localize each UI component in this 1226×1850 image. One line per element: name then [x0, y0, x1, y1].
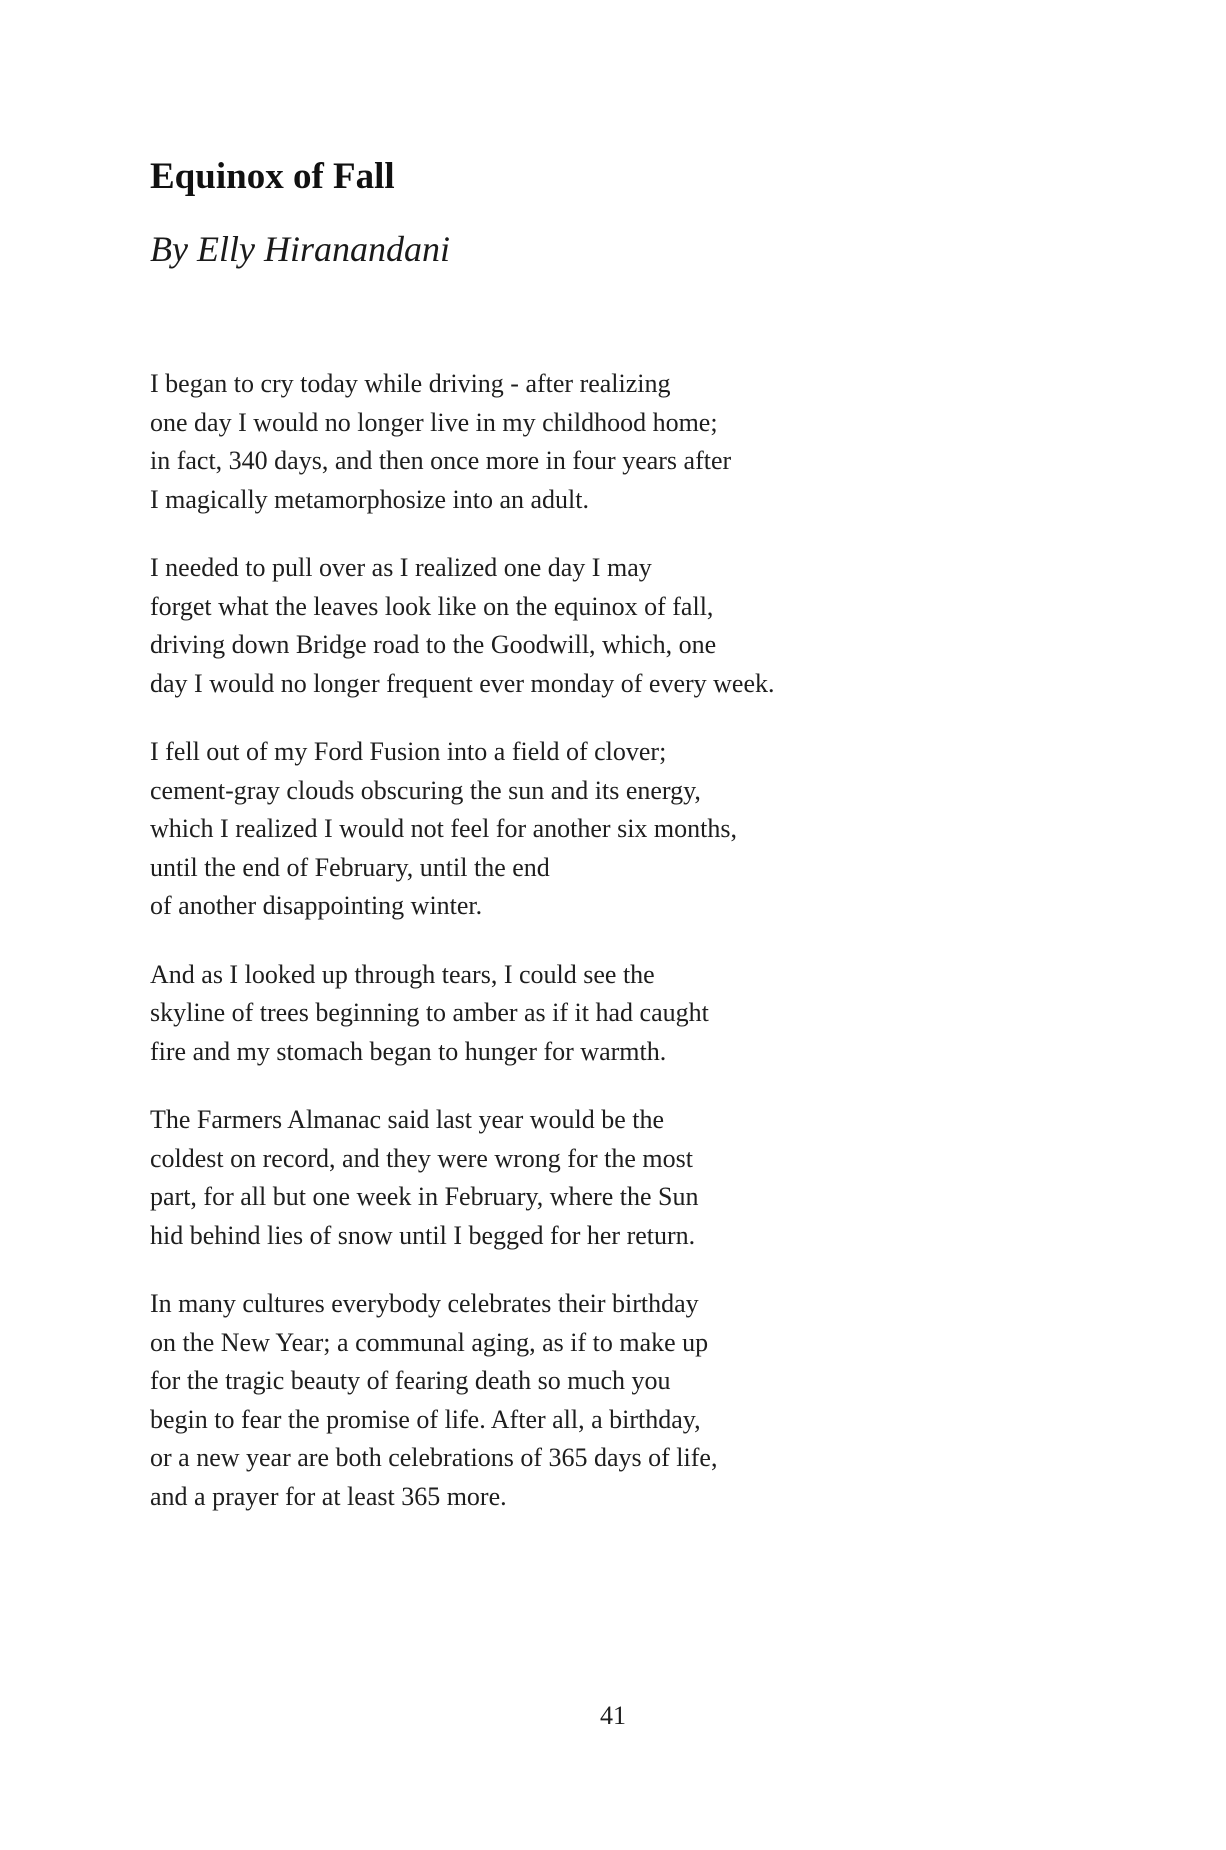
poem-line: I fell out of my Ford Fusion into a field of clover;: [150, 737, 667, 766]
poem-line: skyline of trees beginning to amber as if it had caught: [150, 998, 709, 1027]
poem-line: begin to fear the promise of life. After all, a birthday,: [150, 1404, 701, 1434]
stanza: [150, 549, 1050, 703]
poem-line: one day I would no longer live in my childhood home;: [150, 407, 718, 437]
poem-line: hid behind lies of snow until I begged for her return.: [150, 1220, 696, 1250]
stanza: [150, 1101, 1050, 1255]
poem-line: driving down Bridge road to the Goodwill, which, one: [150, 630, 717, 659]
poem-line: forget what the leaves look like on the equinox of fall,: [150, 591, 714, 621]
poem-line: in fact, 340 days, and then once more in four years after: [150, 446, 732, 475]
poem-line: And as I looked up through tears, I could see the: [150, 959, 655, 989]
poem-line: or a new year are both celebrations of 365 days of life,: [150, 1443, 718, 1472]
poem-line: part, for all but one week in February, where the Sun: [150, 1182, 699, 1211]
poem-line: which I realized I would not feel for another six months,: [150, 814, 737, 843]
poem-line: until the end of February, until the end: [150, 852, 550, 882]
poem-byline: By Elly Hiranandani: [150, 229, 450, 269]
poem-line: for the tragic beauty of fearing death so much you: [150, 1366, 671, 1395]
stanza: [150, 733, 1050, 926]
stanza: [150, 956, 1050, 1072]
poem-line: The Farmers Almanac said last year would be the: [150, 1105, 665, 1134]
poem-title: Equinox of Fall: [150, 156, 395, 197]
poem-line: cement-gray clouds obscuring the sun and its energy,: [150, 775, 701, 805]
poem-body: [150, 365, 1050, 1546]
poem-line: In many cultures everybody celebrates their birthday: [150, 1289, 699, 1318]
poem-line: on the New Year; a communal aging, as if to make up: [150, 1327, 709, 1357]
poem-line: coldest on record, and they were wrong for the most: [150, 1143, 693, 1173]
poem-line: I magically metamorphosize into an adult.: [150, 484, 589, 514]
poem-line: and a prayer for at least 365 more.: [150, 1481, 507, 1511]
poem-line: I began to cry today while driving - after realizing: [150, 369, 671, 398]
stanza: [150, 1285, 1050, 1516]
poem-line: I needed to pull over as I realized one day I may: [150, 553, 652, 582]
poem-line: fire and my stomach began to hunger for warmth.: [150, 1036, 667, 1066]
poem-line: day I would no longer frequent ever monday of every week.: [150, 668, 775, 698]
poem-line: of another disappointing winter.: [150, 891, 483, 920]
page-number: 41: [600, 1701, 626, 1730]
stanza: [150, 365, 1050, 519]
